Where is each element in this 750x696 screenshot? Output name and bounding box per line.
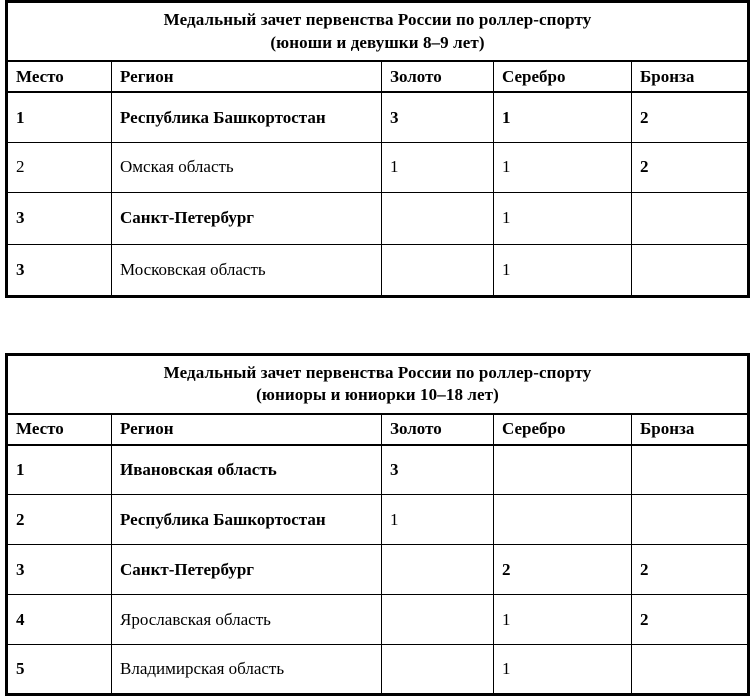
column-header-place: Место [7,61,112,92]
cell-region: Республика Башкортостан [112,495,382,545]
cell-gold [382,545,494,595]
column-header-gold: Золото [382,61,494,92]
cell-bronze: 2 [632,595,749,645]
medal-standings-block-juniors [0,353,750,696]
table-separator-gap [0,298,750,353]
cell-region: Ивановская область [112,445,382,495]
cell-silver: 1 [494,645,632,695]
table-row [7,445,749,495]
cell-region: Московская область [112,244,382,296]
cell-gold [382,192,494,244]
table-title-cell [7,2,749,62]
cell-gold: 3 [382,445,494,495]
cell-bronze [632,244,749,296]
table-title-cell [7,354,749,414]
column-header-bronze: Бронза [632,414,749,445]
table-header-row [7,61,749,92]
cell-region: Санкт-Петербург [112,192,382,244]
table-header-row [7,414,749,445]
cell-place: 3 [7,545,112,595]
cell-bronze: 2 [632,92,749,142]
cell-place: 2 [7,495,112,545]
cell-bronze [632,645,749,695]
cell-silver [494,445,632,495]
cell-gold [382,645,494,695]
cell-place: 3 [7,192,112,244]
column-header-place: Место [7,414,112,445]
cell-place: 1 [7,445,112,495]
column-header-gold: Золото [382,414,494,445]
table-title-row [7,354,749,414]
cell-bronze: 2 [632,545,749,595]
table-row [7,495,749,545]
cell-gold [382,244,494,296]
cell-region: Владимирская область [112,645,382,695]
cell-silver: 1 [494,92,632,142]
table-row [7,142,749,192]
table-row [7,595,749,645]
cell-region: Республика Башкортостан [112,92,382,142]
medal-standings-table-youth [5,0,750,298]
cell-place: 1 [7,92,112,142]
cell-bronze [632,445,749,495]
medal-standings-block-youth [0,0,750,298]
column-header-bronze: Бронза [632,61,749,92]
cell-region: Омская область [112,142,382,192]
cell-silver: 2 [494,545,632,595]
cell-gold [382,595,494,645]
table-row [7,192,749,244]
column-header-region: Регион [112,61,382,92]
cell-gold: 1 [382,495,494,545]
table-title-line-2: (юниоры и юниорки 10–18 лет) [256,385,499,405]
table-row [7,244,749,296]
cell-silver: 1 [494,595,632,645]
cell-bronze [632,495,749,545]
cell-bronze: 2 [632,142,749,192]
table-title-line-2: (юноши и девушки 8–9 лет) [270,32,485,52]
table-row [7,645,749,695]
column-header-region: Регион [112,414,382,445]
column-header-silver: Серебро [494,414,632,445]
cell-gold: 1 [382,142,494,192]
cell-silver [494,495,632,545]
cell-gold: 3 [382,92,494,142]
table-title-line-1: Медальный зачет первенства России по роллер-спорту [163,362,592,382]
cell-place: 5 [7,645,112,695]
cell-silver: 1 [494,244,632,296]
cell-silver: 1 [494,192,632,244]
table-row [7,545,749,595]
table-title-row [7,2,749,62]
cell-place: 4 [7,595,112,645]
cell-bronze [632,192,749,244]
cell-place: 3 [7,244,112,296]
cell-region: Санкт-Петербург [112,545,382,595]
column-header-silver: Серебро [494,61,632,92]
cell-region: Ярославская область [112,595,382,645]
table-title-line-1: Медальный зачет первенства России по роллер-спорту [163,10,592,29]
cell-place: 2 [7,142,112,192]
table-row [7,92,749,142]
cell-silver: 1 [494,142,632,192]
medal-standings-table-juniors [5,353,750,696]
